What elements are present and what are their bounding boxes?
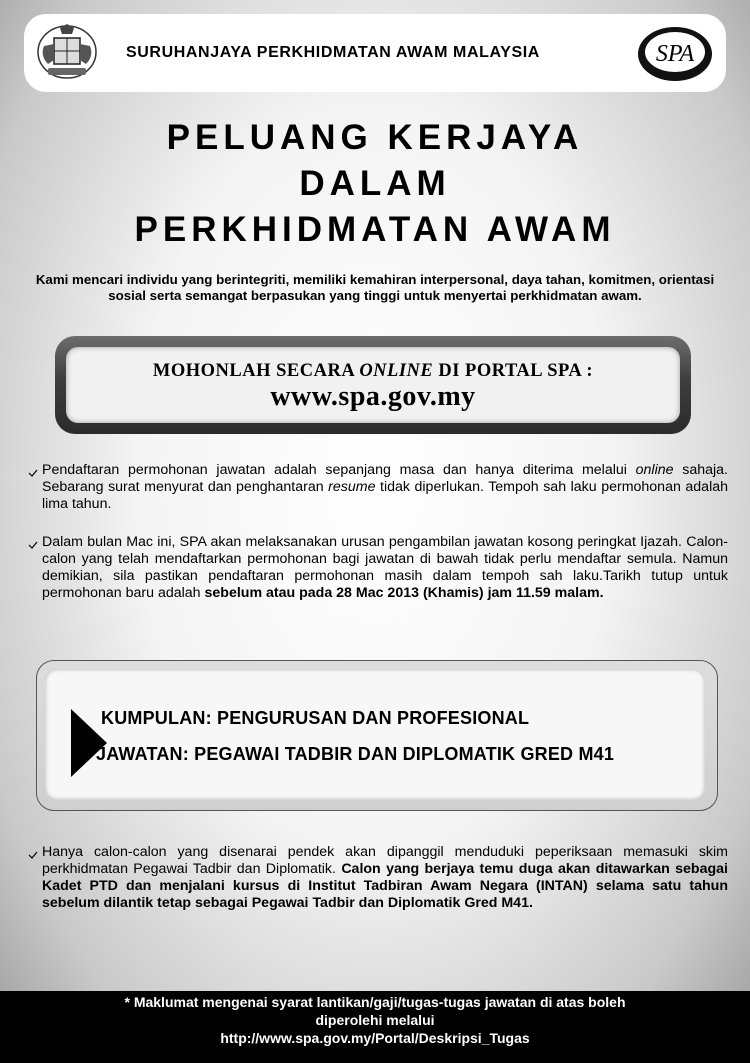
coat-of-arms-logo [36, 22, 98, 82]
headline-line-3: PERKHIDMATAN AWAM [134, 210, 616, 249]
position-box [36, 660, 718, 811]
apply-online-banner [55, 336, 691, 434]
organization-name: SURUHANJAYA PERKHIDMATAN AWAM MALAYSIA [126, 44, 540, 61]
spa-logo-text: SPA [655, 41, 695, 67]
intro-text: Kami mencari individu yang berintegriti, memiliki kemahiran interpersonal, daya tahan, komitmen, orientasi sosial serta semangat berpasukan yang tinggi untuk menyertai perkhidmatan awam. [35, 272, 715, 303]
apply-online-panel [66, 347, 680, 423]
position-box-panel [45, 669, 705, 800]
apply-instruction: MOHONLAH SECARA ONLINE DI PORTAL SPA : [152, 361, 594, 381]
jawatan-label: JAWATAN: PEGAWAI TADBIR DAN DIPLOMATIK GRED M41 [96, 744, 615, 764]
footer-url-link[interactable]: http://www.spa.gov.my/Portal/Deskripsi_Tugas [220, 1030, 530, 1046]
info-bullet-3 [28, 844, 728, 912]
closing-date: sebelum atau pada 28 Mac 2013 (Khamis) jam 11.59 malam. [204, 585, 604, 601]
kumpulan-label: KUMPULAN: PENGURUSAN DAN PROFESIONAL [101, 708, 530, 728]
bullet-1-text: Pendaftaran permohonan jawatan adalah sepanjang masa dan hanya diterima melalui online sahaja. Sebarang surat menyurat dan penghantaran resume tidak diperlukan. Tempoh sah laku permohonan adalah lima tahun. [42, 462, 728, 512]
checkmark-icon [28, 851, 38, 859]
footer-line-1: * Maklumat mengenai syarat lantikan/gaji/tugas-tugas jawatan di atas boleh [124, 994, 626, 1010]
footer-line-2: diperolehi melalui [315, 1012, 435, 1028]
headline-line-1: PELUANG KERJAYA [166, 118, 584, 157]
bullet-2-text: Dalam bulan Mac ini, SPA akan melaksanakan urusan pengambilan jawatan kosong peringkat Ijazah. Calon-calon yang telah mendaftarkan permohonan bagi jawatan di bawah tidak perlu mendaftar semula. Namun demikian, sila pastikan pendaftaran permohonan masih dalam tempoh sah laku.Tarikh tutup untuk permohonan baru adalah sebelum atau pada 28 Mac 2013 (Khamis) jam 11.59 malam. [42, 534, 728, 601]
online-emphasis: ONLINE [359, 361, 434, 381]
headline-line-2: DALAM [299, 164, 451, 203]
header-bar [24, 14, 726, 92]
checkmark-icon [28, 469, 38, 477]
portal-url-link[interactable]: www.spa.gov.my [270, 381, 476, 412]
info-bullet-2 [28, 534, 728, 602]
footer-banner [0, 991, 750, 1063]
info-bullet-1 [28, 462, 728, 513]
checkmark-icon [28, 541, 38, 549]
spa-logo [636, 24, 714, 84]
bullet-3-text: Hanya calon-calon yang disenarai pendek akan dipanggil menduduki peperiksaan memasuki skim perkhidmatan Pegawai Tadbir dan Diplomatik. Calon yang berjaya temu duga akan ditawarkan sebagai Kadet PTD dan menjalani kursus di Institut Tadbiran Awam Negara (INTAN) selama satu tahun sebelum dilantik tetap sebagai Pegawai Tadbir dan Diplomatik Gred M41. [42, 844, 728, 911]
